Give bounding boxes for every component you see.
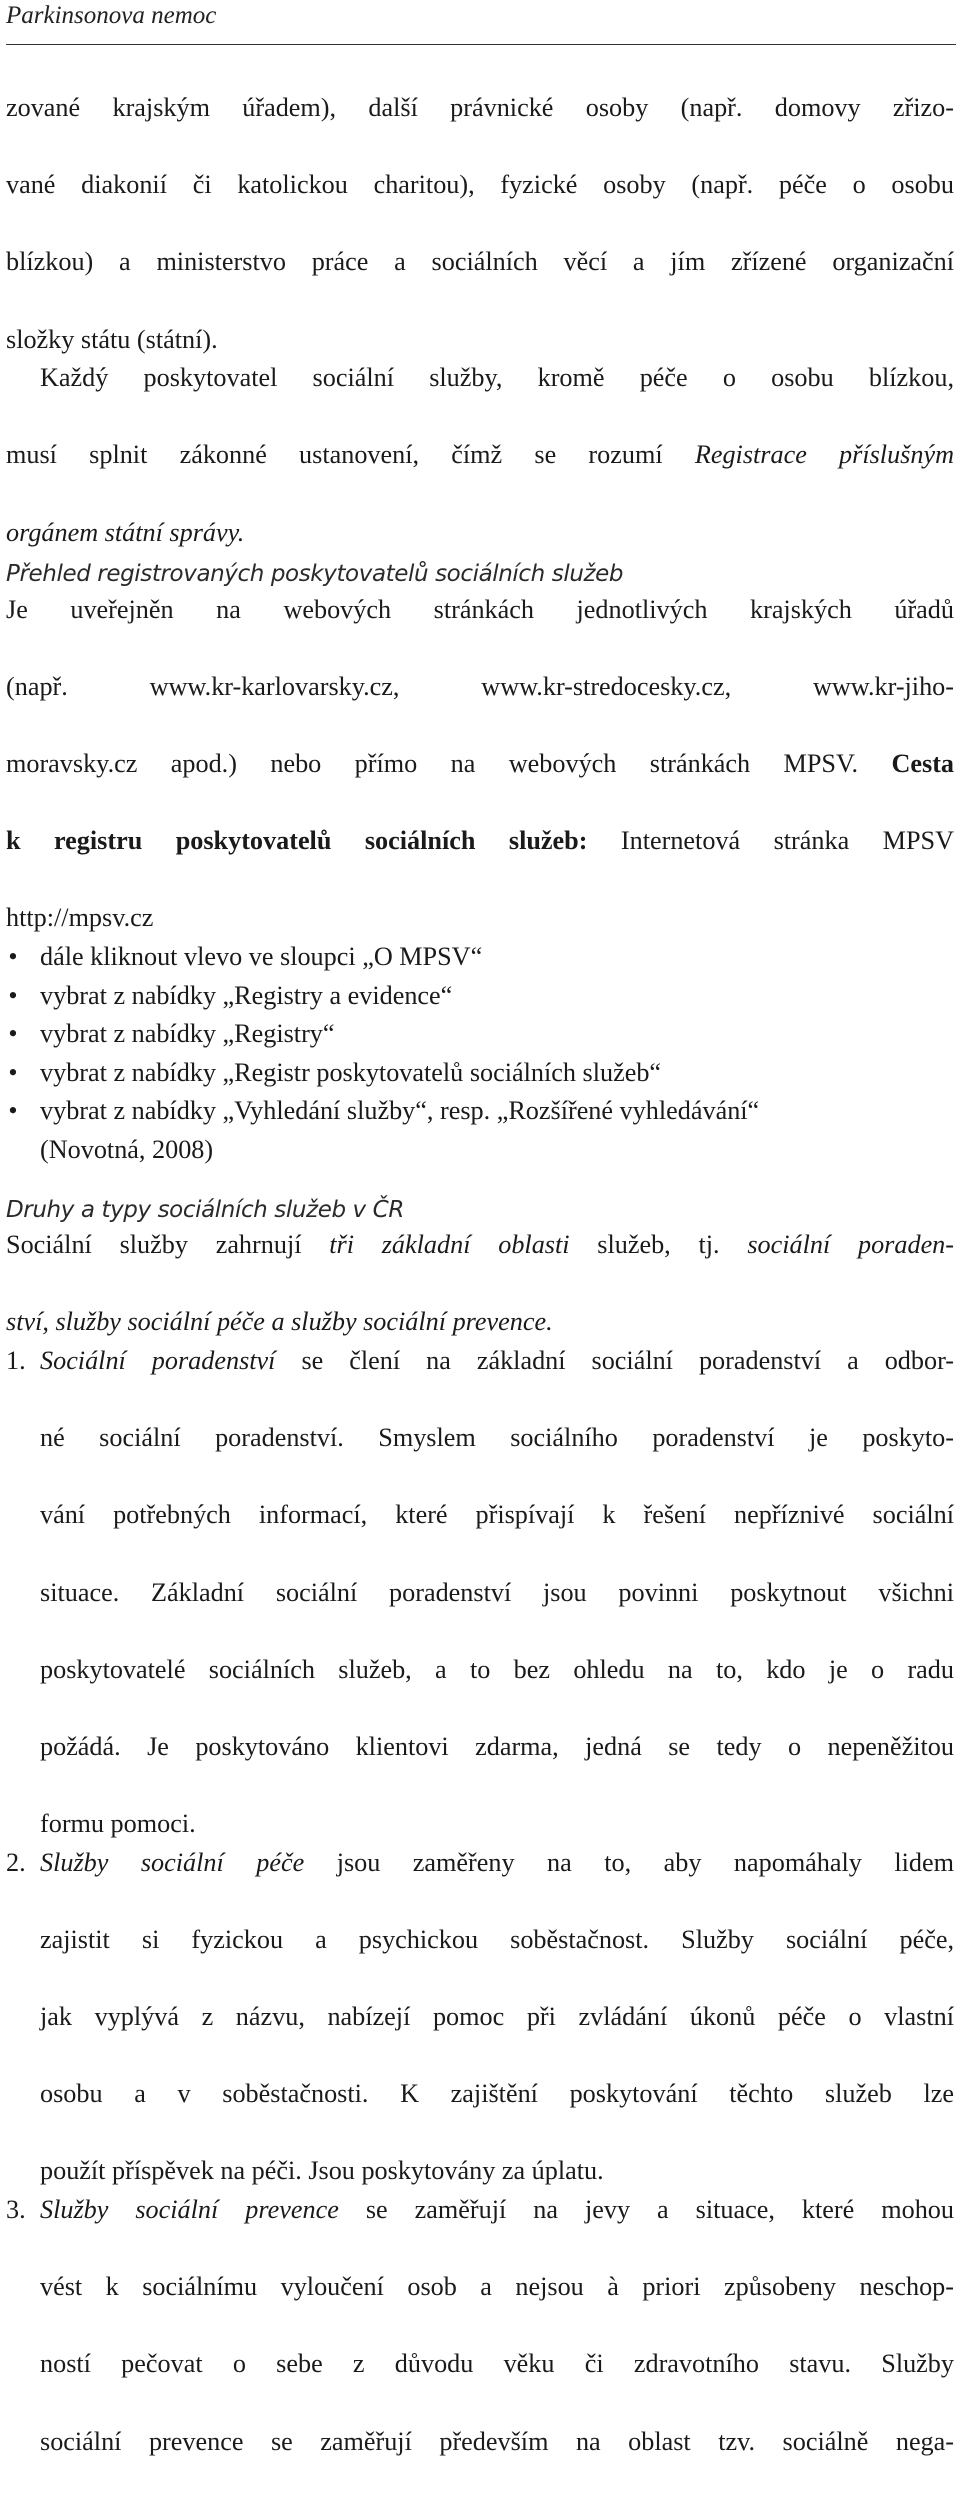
bold-text: Cesta	[891, 749, 955, 779]
bullet-icon: •	[8, 1019, 18, 1049]
text-line: blízkou) a ministerstvo práce a sociálních věcí a jím zřízené organizační	[6, 247, 954, 277]
text-line: zajistit si fyzickou a psychickou soběstačnost. Služby sociální péče,	[40, 1924, 954, 1954]
text-span: musí splnit zákonné ustanovení, čímž se rozumí	[6, 440, 663, 470]
text-line: vést k sociálnímu vyloučení osob a nejsou à priori způsobeny neschop-	[40, 2272, 954, 2302]
emphasis-text: Služby sociální prevence	[40, 2195, 339, 2225]
list-item-text: dále kliknout vlevo ve sloupci „O MPSV“	[40, 942, 483, 972]
paragraph-registration	[6, 359, 954, 552]
bullet-list	[6, 938, 954, 1170]
text-line: http://mpsv.cz	[6, 903, 154, 933]
bullet-icon: •	[8, 1096, 18, 1126]
paragraph-areas	[6, 1226, 954, 1342]
list-item-text: vybrat z nabídky „Registry a evidence“	[40, 980, 453, 1010]
text-line	[40, 1844, 954, 1921]
text-line: ností pečovat o sebe z důvodu věku či zdravotního stavu. Služby	[40, 2349, 954, 2379]
bullet-icon: •	[8, 1057, 18, 1087]
list-item-care	[6, 1844, 954, 2191]
list-item	[6, 1054, 954, 1093]
list-item	[6, 1015, 954, 1054]
item-number: 1.	[6, 1346, 26, 1375]
list-item	[6, 1092, 954, 1169]
text-line: (např. www.kr-karlovarsky.cz, www.kr-stredocesky.cz, www.kr-jiho-	[6, 671, 954, 701]
paragraph-providers	[6, 89, 954, 359]
list-item	[6, 977, 954, 1016]
text-span: Sociální služby zahrnují	[6, 1230, 302, 1260]
text-line	[6, 1226, 954, 1303]
text-line: situace. Základní sociální poradenství jsou povinni poskytnout všichni	[40, 1577, 954, 1607]
running-header-title: Parkinsonova nemoc	[6, 2, 217, 29]
text-span: moravsky.cz apod.) nebo přímo na webových stránkách MPSV.	[6, 749, 859, 779]
citation-text: (Novotná, 2008)	[40, 1135, 214, 1165]
text-line	[6, 745, 954, 822]
list-item-counseling	[6, 1342, 954, 1844]
list-item-text: vybrat z nabídky „Registry“	[40, 1019, 335, 1049]
text-span: Internetová stránka MPSV	[620, 826, 954, 856]
text-line: sociální prevence se zaměřují především na oblast tzv. sociálně nega-	[40, 2426, 954, 2456]
section-heading-registry: Přehled registrovaných poskytovatelů sociálních služeb	[6, 561, 624, 588]
text-span: Každý poskytovatel sociální služby, kromě péče o osobu blízkou,	[40, 363, 954, 393]
text-line: vání potřebných informací, které přispívají k řešení nepříznivé sociální	[40, 1500, 954, 1530]
section-heading-types: Druhy a typy sociálních služeb v ČR	[6, 1196, 404, 1223]
text-line	[6, 514, 954, 553]
running-header	[6, 0, 956, 45]
text-line: složky státu (státní).	[6, 324, 218, 354]
emphasis-text: sociální poraden-	[747, 1230, 955, 1260]
text-line: poskytovatelé sociálních služeb, a to bez ohledu na to, kdo je o radu	[40, 1654, 954, 1684]
list-item	[6, 938, 954, 977]
text-line: osobu a v soběstačnosti. K zajištění poskytování těchto služeb lze	[40, 2079, 954, 2109]
text-line: požádá. Je poskytováno klientovi zdarma, jedná se tedy o nepeněžitou	[40, 1731, 954, 1761]
text-span: se zaměřují na jevy a situace, které mohou	[365, 2195, 954, 2225]
bullet-icon: •	[8, 980, 18, 1010]
emphasis-text: orgánem státní správy.	[6, 517, 245, 547]
text-line: vané diakonií či katolickou charitou), fyzické osoby (např. péče o osobu	[6, 170, 954, 200]
text-line	[6, 1303, 954, 1342]
text-span: se člení na základní sociální poradenství a odbor-	[301, 1346, 955, 1375]
paragraph-registry	[6, 591, 954, 938]
text-line: použít příspěvek na péči. Jsou poskytovány za úplatu.	[40, 2156, 604, 2186]
emphasis-text: ství, služby sociální péče a služby sociální prevence.	[6, 1307, 553, 1337]
item-number: 3.	[6, 2195, 26, 2225]
list-item-prevention	[6, 2191, 954, 2500]
list-item-text: vybrat z nabídky „Vyhledání služby“, resp. „Rozšířené vyhledávání“	[40, 1096, 760, 1126]
list-item-text: vybrat z nabídky „Registr poskytovatelů sociálních služeb“	[40, 1057, 662, 1087]
bold-text: k registru poskytovatelů sociálních služeb:	[6, 826, 588, 856]
text-line: formu pomoci.	[40, 1809, 196, 1839]
text-line	[40, 2191, 954, 2268]
bullet-icon: •	[8, 942, 18, 972]
text-line	[6, 359, 954, 436]
item-number: 2.	[6, 1847, 26, 1877]
text-line: jak vyplývá z názvu, nabízejí pomoc při zvládání úkonů péče o vlastní	[40, 2002, 954, 2032]
text-line	[6, 436, 954, 513]
numbered-list	[6, 1342, 954, 2500]
text-line: né sociální poradenství. Smyslem sociálního poradenství je poskyto-	[40, 1423, 954, 1453]
text-span: jsou zaměřeny na to, aby napomáhaly lidem	[336, 1847, 955, 1877]
page-body	[6, 89, 954, 2500]
spacer	[6, 1170, 954, 1188]
text-line: zované krajským úřadem), další právnické osoby (např. domovy zřizo-	[6, 93, 954, 122]
emphasis-text: tři základní oblasti	[329, 1230, 570, 1260]
emphasis-text: Registrace příslušným	[694, 440, 954, 470]
emphasis-text: Služby sociální péče	[40, 1847, 305, 1877]
text-line: Je uveřejněn na webových stránkách jednotlivých krajských úřadů	[6, 594, 954, 624]
text-line	[6, 822, 954, 899]
emphasis-text: Sociální poradenství	[40, 1346, 276, 1375]
text-line	[40, 1342, 954, 1419]
text-span: služeb, tj.	[597, 1230, 720, 1260]
